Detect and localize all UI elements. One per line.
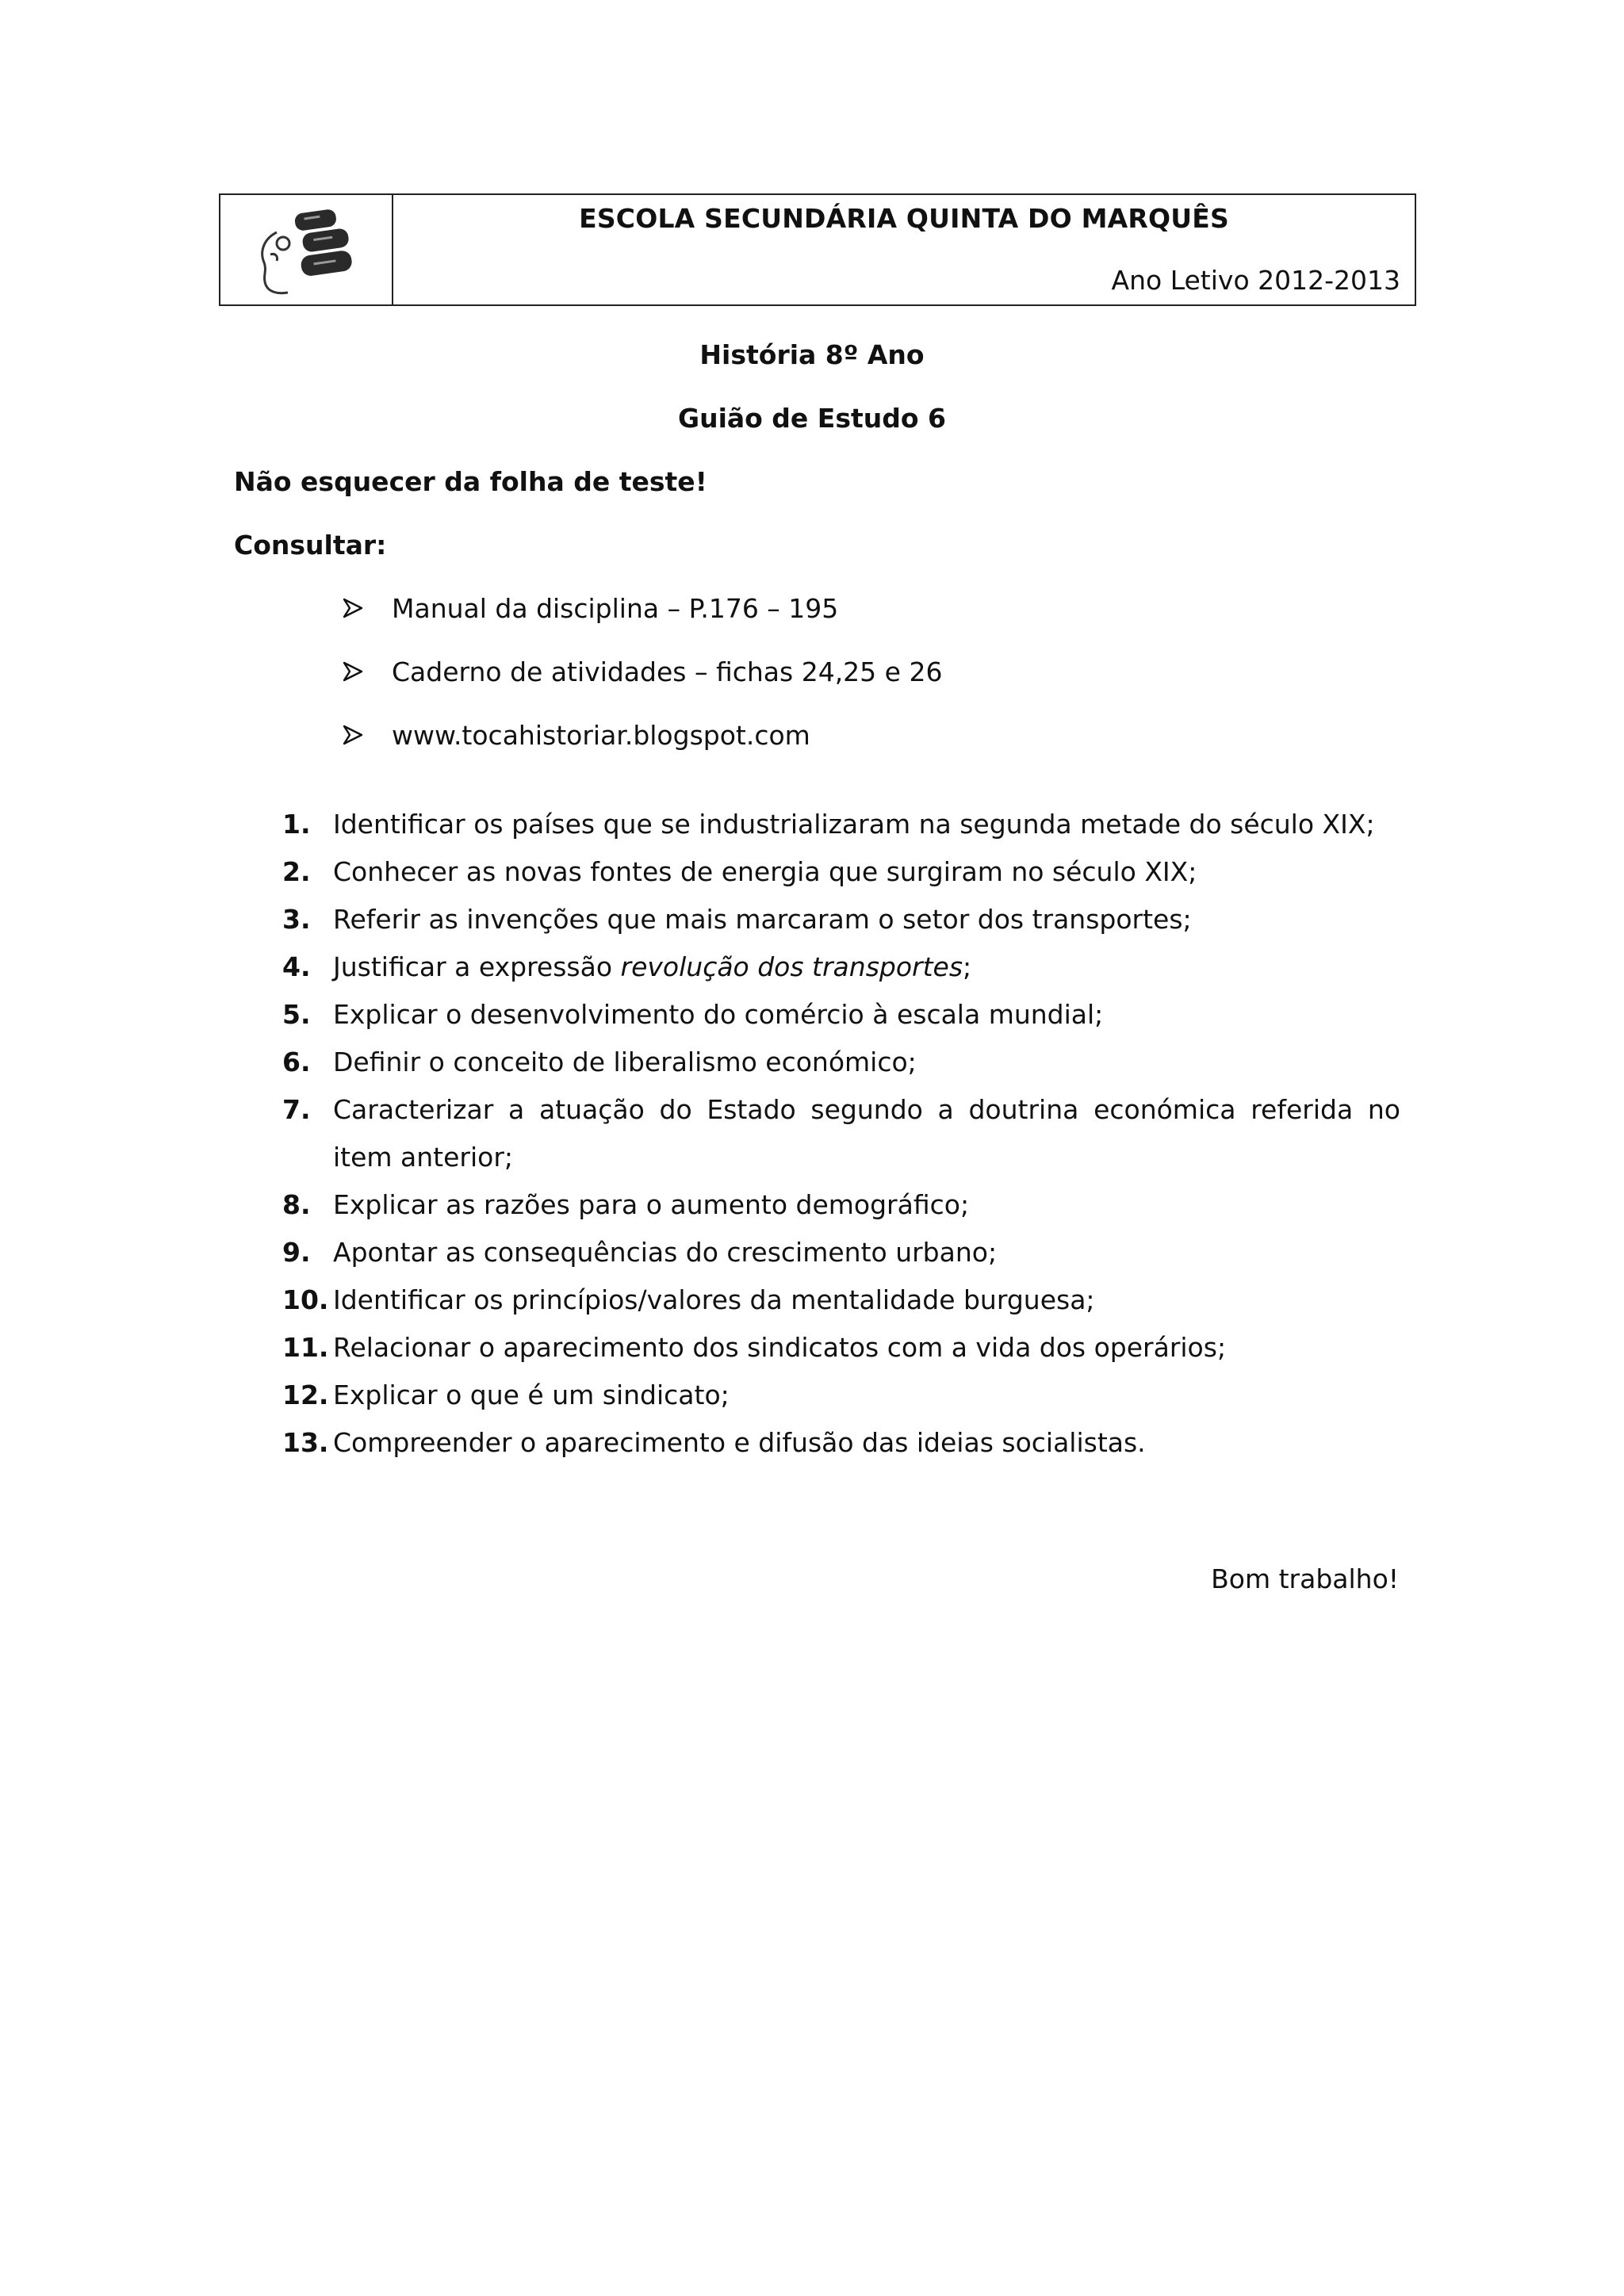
objective-item bbox=[282, 801, 1400, 848]
objective-number: 12. bbox=[282, 1380, 329, 1410]
objective-text-before: Justificar a expressão bbox=[333, 951, 621, 982]
resources-list bbox=[343, 593, 942, 783]
objective-item bbox=[282, 848, 1400, 896]
objective-number: 4. bbox=[282, 951, 311, 982]
objective-item bbox=[282, 1276, 1400, 1324]
consult-label: Consultar: bbox=[234, 530, 387, 561]
resource-item bbox=[343, 720, 942, 783]
objective-text: Definir o conceito de liberalismo económico; bbox=[333, 1047, 917, 1077]
objective-item bbox=[282, 1372, 1400, 1419]
objective-text: Identificar os princípios/valores da mentalidade burguesa; bbox=[333, 1284, 1095, 1315]
resource-item bbox=[343, 593, 942, 656]
header-table bbox=[219, 193, 1416, 306]
objective-item bbox=[282, 1039, 1400, 1086]
objective-text-italic: revolução dos transportes bbox=[620, 951, 963, 982]
objective-text: Apontar as consequências do crescimento urbano; bbox=[333, 1237, 998, 1268]
objective-number: 2. bbox=[282, 856, 311, 887]
arrow-bullet-icon bbox=[343, 598, 363, 618]
objective-item bbox=[282, 1324, 1400, 1372]
objective-text: Caracterizar a atuação do Estado segundo a doutrina económica referida no item anterior; bbox=[333, 1094, 1400, 1173]
objective-number: 10. bbox=[282, 1284, 329, 1315]
objective-number: 8. bbox=[282, 1189, 311, 1220]
objective-item bbox=[282, 1419, 1400, 1467]
objective-text: Conhecer as novas fontes de energia que surgiram no século XIX; bbox=[333, 856, 1197, 887]
objective-text: Referir as invenções que mais marcaram o setor dos transportes; bbox=[333, 904, 1192, 935]
objective-item bbox=[282, 1181, 1400, 1229]
objective-text: Explicar o desenvolvimento do comércio à escala mundial; bbox=[333, 999, 1104, 1030]
resource-item bbox=[343, 656, 942, 720]
objective-text: Explicar o que é um sindicato; bbox=[333, 1380, 730, 1410]
objective-number: 3. bbox=[282, 904, 311, 935]
objective-item bbox=[282, 943, 1400, 991]
resource-link[interactable]: www.tocahistoriar.blogspot.com bbox=[392, 720, 810, 751]
objective-text: Compreender o aparecimento e difusão das ideias socialistas. bbox=[333, 1427, 1146, 1458]
objective-number: 6. bbox=[282, 1047, 311, 1077]
objective-text: Explicar as razões para o aumento demográfico; bbox=[333, 1189, 970, 1220]
objective-number: 5. bbox=[282, 999, 311, 1030]
objective-text-after: ; bbox=[963, 951, 972, 982]
objective-number: 11. bbox=[282, 1332, 329, 1363]
school-year: Ano Letivo 2012-2013 bbox=[1111, 265, 1400, 296]
header-title-cell bbox=[393, 195, 1415, 304]
closing-text: Bom trabalho! bbox=[1211, 1563, 1399, 1594]
objective-text: Identificar os países que se industrializaram na segunda metade do século XIX; bbox=[333, 809, 1375, 840]
objective-text: Relacionar o aparecimento dos sindicatos com a vida dos operários; bbox=[333, 1332, 1227, 1363]
objective-number: 13. bbox=[282, 1427, 329, 1458]
resource-text: Caderno de atividades – fichas 24,25 e 26 bbox=[392, 656, 943, 687]
objective-number: 9. bbox=[282, 1237, 311, 1268]
arrow-bullet-icon bbox=[343, 725, 363, 745]
notice-text: Não esquecer da folha de teste! bbox=[234, 466, 707, 497]
objective-number: 1. bbox=[282, 809, 311, 840]
school-logo-icon bbox=[247, 201, 366, 299]
objectives-list bbox=[282, 801, 1400, 1467]
guide-title: Guião de Estudo 6 bbox=[677, 403, 946, 434]
objective-number: 7. bbox=[282, 1094, 311, 1125]
objective-item bbox=[282, 1086, 1400, 1181]
objective-item bbox=[282, 1229, 1400, 1276]
logo-cell bbox=[220, 195, 393, 304]
school-name: ESCOLA SECUNDÁRIA QUINTA DO MARQUÊS bbox=[579, 203, 1229, 234]
objective-item bbox=[282, 991, 1400, 1039]
objective-text bbox=[333, 943, 1400, 991]
objective-item bbox=[282, 896, 1400, 943]
resource-text: Manual da disciplina – P.176 – 195 bbox=[392, 593, 839, 624]
arrow-bullet-icon bbox=[343, 661, 363, 682]
subject-title: História 8º Ano bbox=[699, 339, 925, 370]
